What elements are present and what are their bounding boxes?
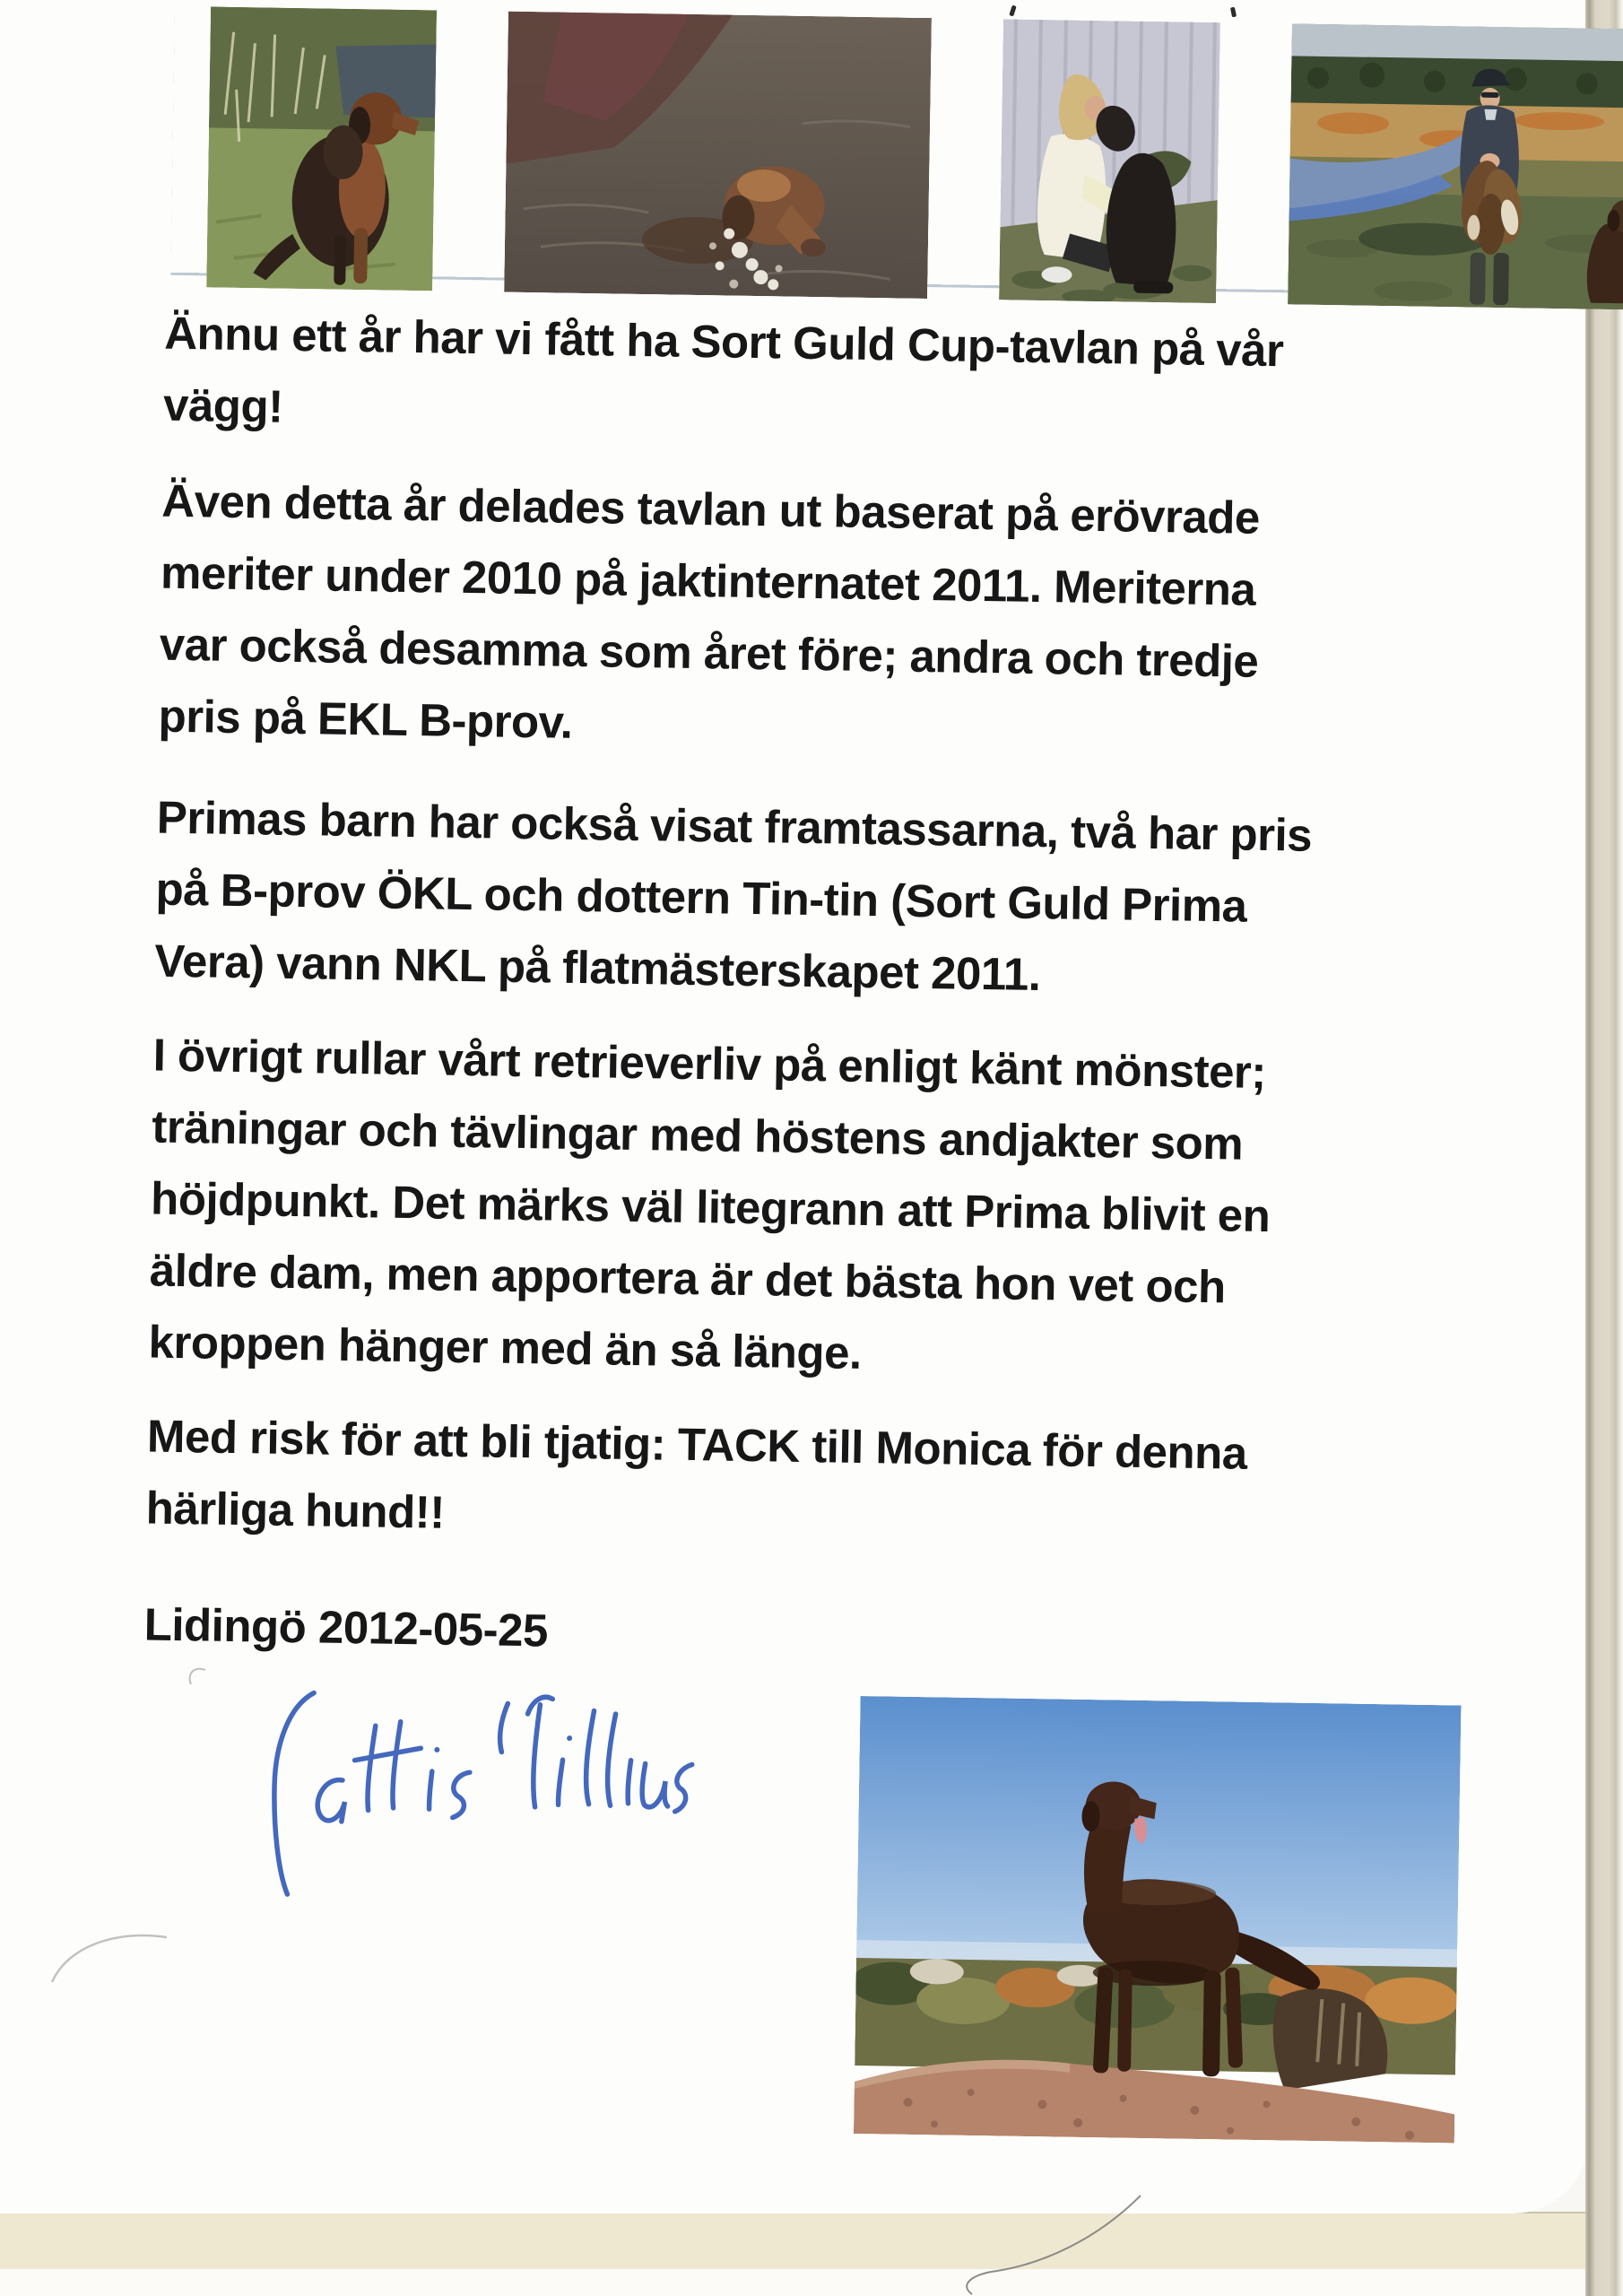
paragraph-4 xyxy=(148,1020,1525,1400)
text-line: härliga hund!! xyxy=(145,1482,446,1538)
text-line: äldre dam, men apportera är det bästa hon vet och xyxy=(149,1244,1227,1313)
text-line: Lidingö 2012-05-25 xyxy=(143,1598,549,1657)
text-line: I övrigt rullar vårt retrieverliv på enligt känt mönster; xyxy=(152,1029,1267,1099)
text-line: Även detta år delades tavlan ut baserat på erövrade xyxy=(161,474,1261,544)
text-line: Ännu ett år har vi fått ha Sort Guld Cup-tavlan på vår xyxy=(163,307,1284,377)
text-line: Med risk för att bli tjatig: TACK till Monica för denna xyxy=(146,1410,1248,1479)
text-line: Vera) vann NKL på flatmästerskapet 2011. xyxy=(153,935,1041,1001)
photo-strip xyxy=(170,0,1623,297)
letter-body xyxy=(143,298,1537,1683)
text-line: var också desamma som året före; andra och tredje xyxy=(159,618,1259,687)
text-line: på B-prov ÖKL och dottern Tin-tin (Sort Guld Prima xyxy=(155,863,1247,932)
text-line: vägg! xyxy=(162,378,284,432)
photo-woman-hugging-dog xyxy=(999,19,1220,303)
text-line: träningar och tävlingar med höstens andjakter som xyxy=(152,1100,1244,1170)
photo-dog-sitting-image xyxy=(206,6,437,291)
text-line: meriter under 2010 på jaktinternatet 2011. Meriterna xyxy=(160,546,1256,615)
photo-hunter-image xyxy=(1288,23,1623,310)
text-line: pris på EKL B-prov. xyxy=(158,690,573,748)
photo-dog-standing-image xyxy=(854,1696,1462,2143)
photo-dog-swimming xyxy=(504,12,932,299)
pencil-arc-artifact xyxy=(36,1919,188,2005)
paragraph-2 xyxy=(158,465,1534,774)
paragraph-1 xyxy=(162,298,1536,463)
photo-hunter-with-ducks-and-dog xyxy=(1288,23,1623,310)
paragraph-3 xyxy=(154,782,1530,1019)
text-line: kroppen hänger med än så länge. xyxy=(148,1316,863,1378)
text-line: höjdpunkt. Det märks väl litegrann att Prima blivit en xyxy=(150,1172,1271,1242)
photo-dog-standing-on-mound xyxy=(854,1696,1462,2143)
hair-artifact xyxy=(933,2188,1166,2296)
photo-dog-swimming-image xyxy=(504,12,932,299)
text-line: Primas barn har också visat framtassarna, två har pris xyxy=(156,791,1313,861)
photo-dog-sitting-on-grass xyxy=(206,6,437,291)
paragraph-5 xyxy=(145,1401,1519,1566)
photo-woman-hugging-dog-image xyxy=(999,19,1220,303)
handwritten-signature xyxy=(199,1643,741,1911)
small-curl-artifact xyxy=(184,1663,211,1690)
